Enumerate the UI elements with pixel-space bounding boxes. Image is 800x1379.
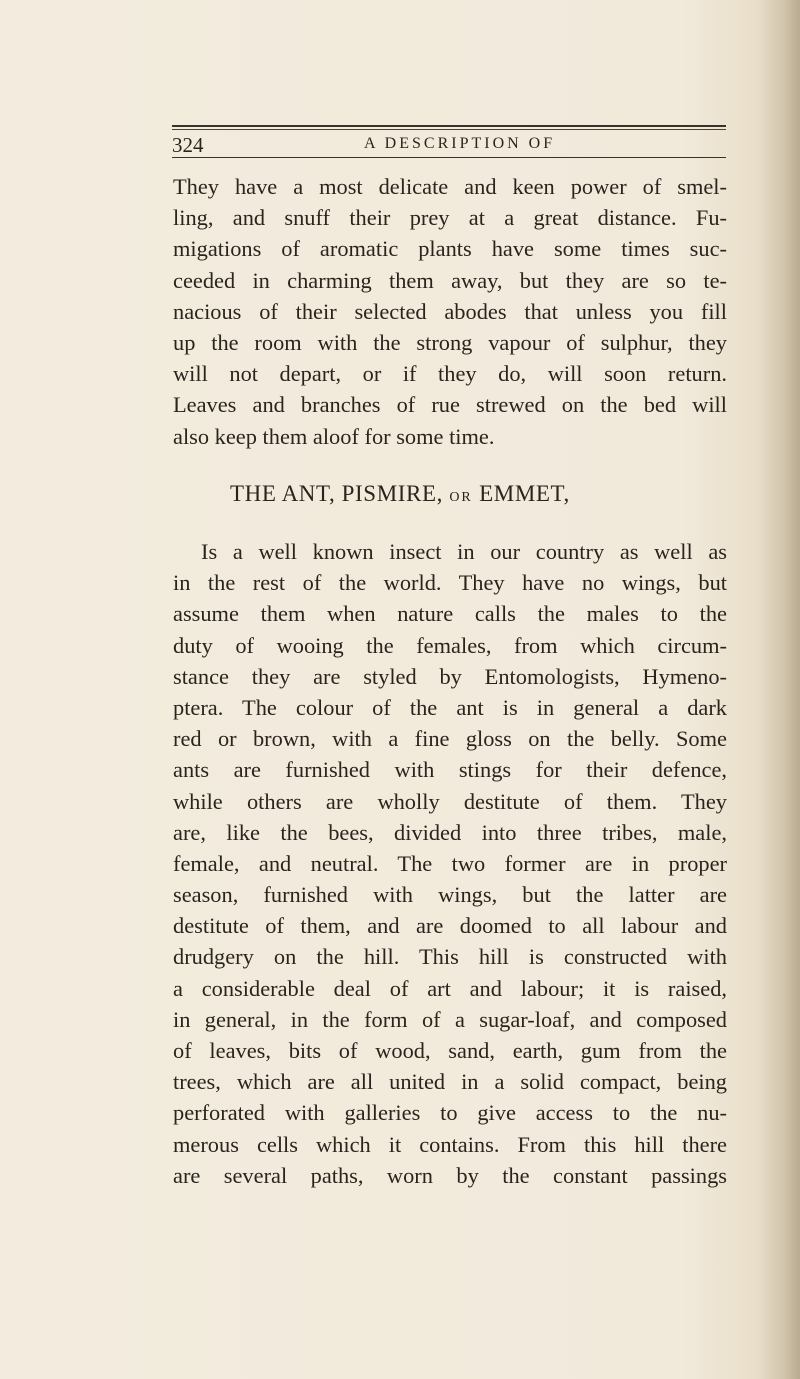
text-line: perforated with galleries to give access to the nu- (173, 1100, 727, 1126)
text-line: assume them when nature calls the males to the (173, 601, 727, 627)
heading-title: THE ANT, PISMIRE, (230, 481, 443, 506)
section-heading (230, 481, 710, 507)
paragraph-ant-description (173, 536, 727, 1191)
text-line: of leaves, bits of wood, sand, earth, gum from the (173, 1038, 727, 1063)
text-line: ceeded in charming them away, but they are so te- (173, 267, 727, 293)
text-line: up the room with the strong vapour of sulphur, they (173, 329, 727, 355)
page-edge-shadow (760, 0, 800, 1379)
text-line: They have a most delicate and keen power of smel- (173, 174, 727, 199)
heading-title-alt: EMMET, (479, 481, 570, 506)
text-line: destitute of them, and are doomed to all labour and (173, 913, 727, 939)
header-rule-top (172, 125, 726, 127)
header-rule-top-thin (172, 129, 726, 130)
text-line: drudgery on the hill. This hill is constructed with (173, 944, 727, 970)
text-line: merous cells which it contains. From this hill there (173, 1131, 727, 1157)
paragraph-bedbug-remedies (173, 171, 727, 452)
text-line: trees, which are all united in a solid compact, being (173, 1069, 727, 1095)
text-line: ling, and snuff their prey at a great distance. Fu- (173, 205, 727, 231)
text-line: are several paths, worn by the constant passings (173, 1162, 727, 1188)
text-line: Is a well known insect in our country as well as (201, 539, 727, 564)
text-line: also keep them aloof for some time. (173, 423, 495, 449)
text-line: stance they are styled by Entomologists, Hymeno- (173, 663, 727, 689)
page-number: 324 (172, 133, 204, 157)
text-line: nacious of their selected abodes that unless you fill (173, 298, 727, 324)
text-line: are, like the bees, divided into three tribes, male, (173, 819, 727, 845)
text-line: in general, in the form of a sugar-loaf, and composed (173, 1006, 727, 1032)
text-line: duty of wooing the females, from which circum- (173, 632, 727, 658)
text-line: ptera. The colour of the ant is in general a dark (173, 694, 727, 720)
text-line: migations of aromatic plants have some times suc- (173, 236, 727, 262)
page-header (172, 131, 726, 157)
heading-conjunction: OR (449, 490, 473, 505)
text-line: female, and neutral. The two former are in proper (173, 850, 727, 876)
text-line: season, furnished with wings, but the latter are (173, 882, 727, 908)
text-line: Leaves and branches of rue strewed on the bed will (173, 392, 727, 418)
text-line: a considerable deal of art and labour; it is raised, (173, 975, 727, 1001)
header-rule-bottom (172, 157, 726, 158)
text-line: will not depart, or if they do, will soon return. (173, 361, 727, 387)
running-head: A DESCRIPTION OF (364, 135, 556, 152)
text-line: in the rest of the world. They have no wings, but (173, 570, 727, 596)
text-line: ants are furnished with stings for their defence, (173, 757, 727, 783)
text-line: while others are wholly destitute of them. They (173, 788, 727, 814)
text-line: red or brown, with a fine gloss on the belly. Some (173, 726, 727, 752)
